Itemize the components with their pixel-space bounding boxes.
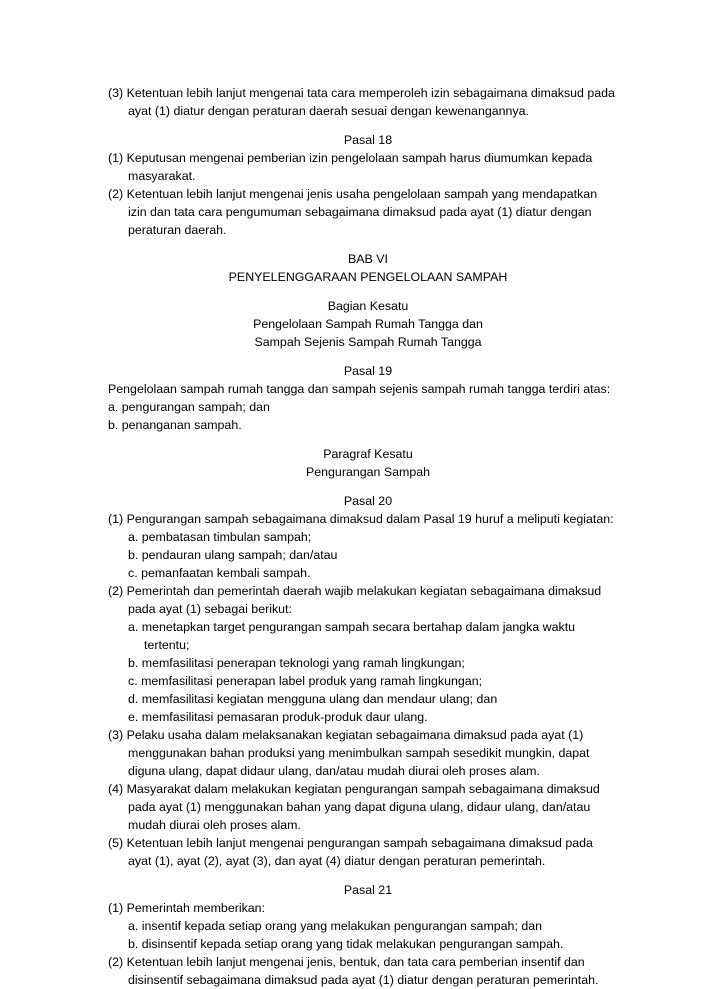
section-heading: Bagian Kesatu — [327, 299, 409, 313]
paragraph-line: ayat (1), ayat (2), ayat (3), dan ayat (4) diatur dengan peraturan pemerintah. — [128, 854, 546, 868]
article-heading: Pasal 19 — [343, 364, 393, 378]
article-heading: Pasal 20 — [343, 494, 393, 508]
section-title: Pengelolaan Sampah Rumah Tangga dan — [253, 317, 483, 331]
paragraph-line: Pengelolaan sampah rumah tangga dan sampah sejenis sampah rumah tangga terdiri atas: — [108, 382, 611, 396]
paragraph-line: (1) Pemerintah memberikan: — [108, 901, 266, 915]
paragraph-line: (2) Ketentuan lebih lanjut mengenai jenis, bentuk, dan tata cara pemberian insentif dan — [108, 955, 585, 969]
paragraph-line: (2) Ketentuan lebih lanjut mengenai jenis usaha pengelolaan sampah yang mendapatkan — [108, 187, 598, 201]
paragraph-title: Pengurangan Sampah — [305, 465, 430, 479]
paragraph-line: pada ayat (1) menggunakan bahan yang dapat diguna ulang, didaur ulang, dan/atau — [128, 800, 591, 814]
article-heading: Pasal 21 — [343, 883, 393, 897]
list-item: b. pendauran ulang sampah; dan/atau — [128, 548, 338, 562]
paragraph-line: ayat (1) diatur dengan peraturan daerah sesuai dengan kewenangannya. — [128, 104, 529, 118]
chapter-heading: BAB VI — [348, 252, 388, 266]
paragraph-line: diguna ulang, dapat didaur ulang, dan/atau mudah diurai oleh proses alam. — [128, 764, 540, 778]
list-item: a. pengurangan sampah; dan — [108, 400, 270, 414]
paragraph-line: (4) Masyarakat dalam melakukan kegiatan pengurangan sampah sebagaimana dimaksud — [108, 782, 600, 796]
paragraph-line: menggunakan bahan produksi yang menimbulkan sampah sesedikit mungkin, dapat — [128, 746, 590, 760]
list-item: e. memfasilitasi pemasaran produk-produk daur ulang. — [128, 710, 428, 724]
list-item: a. insentif kepada setiap orang yang melakukan pengurangan sampah; dan — [128, 919, 543, 933]
list-item: b. memfasilitasi penerapan teknologi yang ramah lingkungan; — [128, 656, 465, 670]
paragraph-line: pada ayat (1) sebagai berikut: — [128, 602, 292, 616]
paragraph-heading: Paragraf Kesatu — [323, 447, 413, 461]
paragraph-line: (3) Pelaku usaha dalam melaksanakan kegiatan sebagaimana dimaksud pada ayat (1) — [108, 728, 584, 742]
paragraph-line: (5) Ketentuan lebih lanjut mengenai pengurangan sampah sebagaimana dimaksud pada — [108, 836, 593, 850]
list-item: c. pemanfaatan kembali sampah. — [128, 566, 311, 580]
paragraph-line: (1) Keputusan mengenai pemberian izin pengelolaan sampah harus diumumkan kepada — [108, 151, 593, 165]
section-title: Sampah Sejenis Sampah Rumah Tangga — [254, 335, 482, 349]
list-item: a. menetapkan target pengurangan sampah secara bertahap dalam jangka waktu — [128, 620, 576, 634]
list-item: c. memfasilitasi penerapan label produk yang ramah lingkungan; — [128, 674, 483, 688]
paragraph-line: (1) Pengurangan sampah sebagaimana dimaksud dalam Pasal 19 huruf a meliputi kegiatan: — [108, 512, 614, 526]
list-item: b. disinsentif kepada setiap orang yang tidak melakukan pengurangan sampah. — [128, 937, 564, 951]
list-item: d. memfasilitasi kegiatan mengguna ulang dan mendaur ulang; dan — [128, 692, 498, 706]
list-item: tertentu; — [144, 638, 190, 652]
paragraph-line: disinsentif sebagaimana dimaksud pada ayat (1) diatur dengan peraturan pemerintah. — [128, 973, 599, 987]
chapter-title: PENYELENGGARAAN PENGELOLAAN SAMPAH — [228, 270, 508, 284]
list-item: a. pembatasan timbulan sampah; — [128, 530, 312, 544]
paragraph-line: peraturan daerah. — [128, 223, 227, 237]
paragraph-line: (2) Pemerintah dan pemerintah daerah wajib melakukan kegiatan sebagaimana dimaksud — [108, 584, 602, 598]
document-page — [108, 84, 628, 989]
paragraph-line: masyarakat. — [128, 169, 196, 183]
paragraph-line: izin dan tata cara pengumuman sebagaimana dimaksud pada ayat (1) diatur dengan — [128, 205, 592, 219]
list-item: b. penanganan sampah. — [108, 418, 242, 432]
paragraph-line: mudah diurai oleh proses alam. — [128, 818, 301, 832]
paragraph-line: (3) Ketentuan lebih lanjut mengenai tata cara memperoleh izin sebagaimana dimaksud pada — [108, 86, 615, 100]
article-heading: Pasal 18 — [343, 133, 393, 147]
